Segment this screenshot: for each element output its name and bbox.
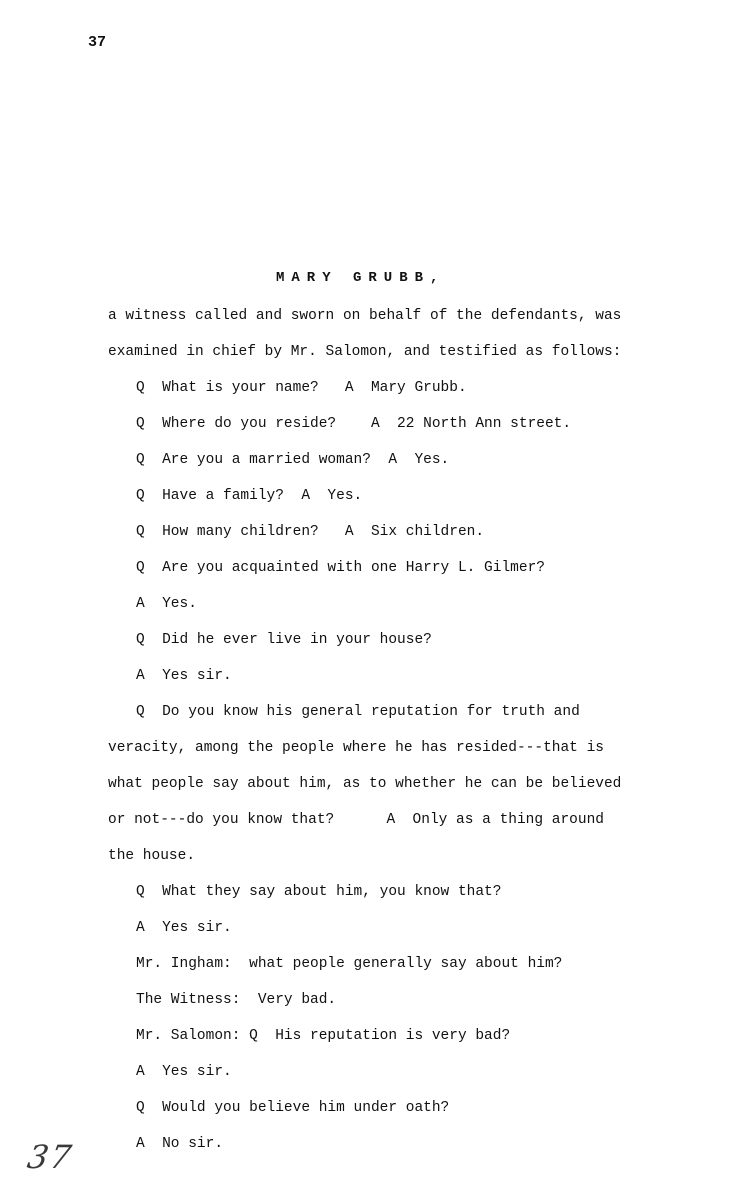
qa-line: Q Have a family? A Yes. [136,488,363,504]
intro-line-2: examined in chief by Mr. Salomon, and testified as follows: [108,344,622,360]
paragraph-line: the house. [108,848,196,864]
qa-line: A Yes sir. [136,1064,232,1080]
qa-line: Q What they say about him, you know that? [136,884,502,900]
witness-heading: MARY GRUBB, [276,270,446,286]
qa-line: A Yes. [136,596,197,612]
qa-line: Mr. Ingham: what people generally say about him? [136,956,563,972]
qa-line: Q Are you a married woman? A Yes. [136,452,450,468]
paragraph-line: or not---do you know that? A Only as a thing around [108,812,604,828]
qa-line: A Yes sir. [136,920,232,936]
qa-line: Mr. Salomon: Q His reputation is very bad? [136,1028,511,1044]
qa-line: The Witness: Very bad. [136,992,337,1008]
qa-line: A Yes sir. [136,668,232,684]
qa-line: Q Are you acquainted with one Harry L. Gilmer? [136,560,545,576]
paragraph-line: Q Do you know his general reputation for truth and [136,704,580,720]
paragraph-line: veracity, among the people where he has resided---that is [108,740,604,756]
qa-line: Q Where do you reside? A 22 North Ann street. [136,416,572,432]
intro-line-1: a witness called and sworn on behalf of the defendants, was [108,308,622,324]
qa-line: Q Did he ever live in your house? [136,632,432,648]
paragraph-line: what people say about him, as to whether he can be believed [108,776,622,792]
page-number: 37 [88,34,107,51]
qa-line: A No sir. [136,1136,224,1152]
qa-line: Q How many children? A Six children. [136,524,485,540]
qa-line: Q Would you believe him under oath? [136,1100,450,1116]
qa-line: Q What is your name? A Mary Grubb. [136,380,467,396]
handwritten-page-number: 37 [24,1138,77,1176]
